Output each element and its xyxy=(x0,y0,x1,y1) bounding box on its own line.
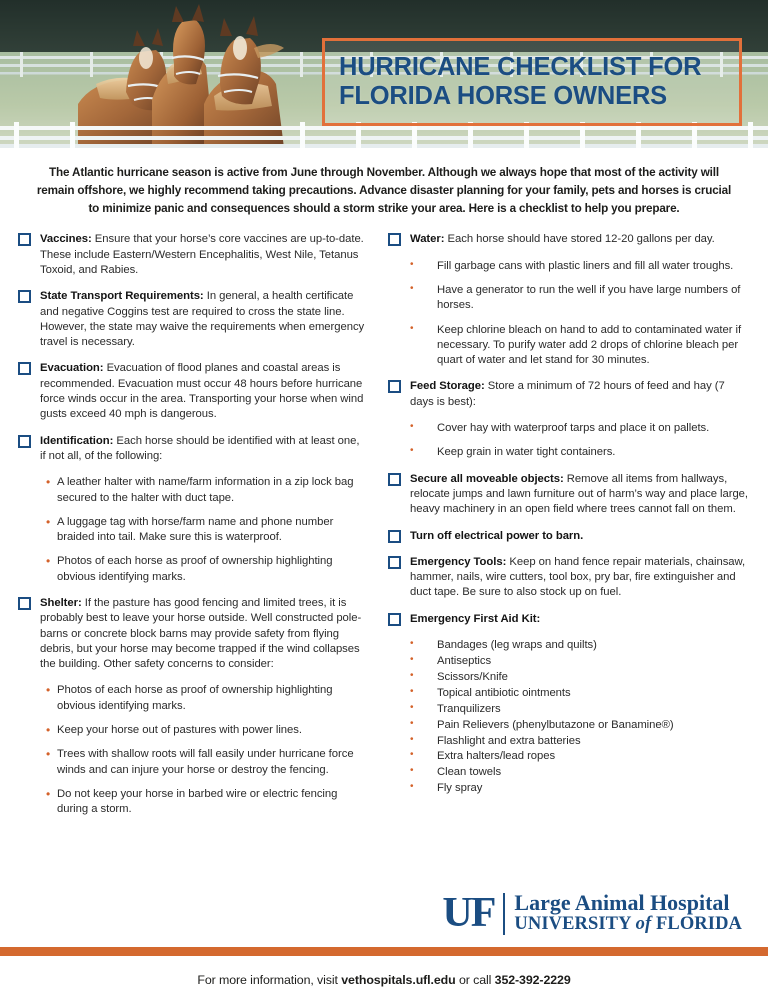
checklist-item-label: Identification: xyxy=(40,434,114,447)
list-item: • Fly spray xyxy=(410,781,748,797)
checkbox-icon[interactable] xyxy=(18,362,31,375)
list-item: • Fill garbage cans with plastic liners and fill all water troughs. xyxy=(410,259,748,274)
footer-phone[interactable]: 352-392-2229 xyxy=(494,973,571,987)
list-item: • Antiseptics xyxy=(410,654,748,670)
checkbox-icon[interactable] xyxy=(18,435,31,448)
list-item: • Keep chlorine bleach on hand to add to contaminated water if necessary. To purify water add 2 drops of chlorine bleach per quart of water and let stand for 30 minutes. xyxy=(410,323,748,369)
checkbox-icon[interactable] xyxy=(18,233,31,246)
logo-divider xyxy=(503,893,505,935)
list-item: • Topical antibiotic ointments xyxy=(410,686,748,702)
list-item: • Cover hay with waterproof tarps and place it on pallets. xyxy=(410,421,748,436)
checklist-item-label: Emergency First Aid Kit: xyxy=(410,612,541,625)
checkbox-icon[interactable] xyxy=(388,380,401,393)
checklist-item-label: Water: xyxy=(410,233,445,246)
list-item: • Bandages (leg wraps and quilts) xyxy=(410,638,748,654)
logo-florida: FLORIDA xyxy=(651,914,742,935)
checklist-item-text: Evacuation of flood planes and coastal areas is recommended. Evacuation must occur 48 hours before hurricane force winds occur in the area. Transporting your horse when wind gusts exceed 40 mph is dangerous. xyxy=(40,362,364,421)
checklist-item-text: In general, a health certificate and negative Coggins test are required to cross the state line. However, the state may waive the requirements when emergency travel is necessary. xyxy=(40,290,365,349)
intro-paragraph: The Atlantic hurricane season is active from June through November. Although we always hope that most of the activity will remain offshore, we highly recommend taking precautions. Advance disaster planning for your family, pets and horses is crucial to minimize panic and consequences should a storm strike your area. Here is a checklist to help you prepare. xyxy=(36,166,732,215)
footer-orange-rule xyxy=(0,947,768,956)
headline-line-1: HURRICANE CHECKLIST FOR xyxy=(339,52,702,81)
footer-prefix: For more information, visit xyxy=(197,973,342,987)
footer-website[interactable]: vethospitals.ufl.edu xyxy=(341,973,456,987)
headline-box xyxy=(322,38,742,126)
checklist-item-label: Evacuation: xyxy=(40,362,104,375)
checklist-item[interactable] xyxy=(388,232,748,247)
checklist-item[interactable] xyxy=(388,472,748,518)
logo-lockup-text xyxy=(514,892,742,935)
checklist-item-label: State Transport Requirements: xyxy=(40,290,204,303)
checklist-item-text: Keep on hand fence repair materials, chainsaw, hammer, nails, wire cutters, tool box, pry bar, fire extinguisher and duct tape. Be sure to also stock up on fuel. xyxy=(410,555,746,599)
checklist-sub-list xyxy=(388,638,748,797)
checklist-sub-list xyxy=(388,421,748,461)
checklist-item-text: Each horse should have stored 12-20 gallons per day. xyxy=(444,233,715,246)
logo-university: UNIVERSITY xyxy=(514,914,636,935)
list-item: • A luggage tag with horse/farm name and phone number braided into tail. Make sure this is waterproof. xyxy=(46,515,368,546)
checklist-item[interactable] xyxy=(388,529,748,544)
checklist-item-label: Secure all moveable objects: xyxy=(410,472,564,485)
footer-contact-text xyxy=(0,973,768,987)
list-item: • Pain Relievers (phenylbutazone or Banamine®) xyxy=(410,718,748,734)
checklist-item[interactable] xyxy=(18,289,368,350)
list-item: • Tranquilizers xyxy=(410,702,748,718)
list-item: • A leather halter with name/farm information in a zip lock bag secured to the halter with duct tape. xyxy=(46,475,368,506)
checklist-item-label: Vaccines: xyxy=(40,233,92,246)
checklist-sub-list xyxy=(388,259,748,369)
list-item: • Do not keep your horse in barbed wire or electric fencing during a storm. xyxy=(46,787,368,818)
checklist-item[interactable] xyxy=(18,434,368,465)
checklist-sub-list xyxy=(18,683,368,817)
checklist-item-text: Ensure that your horse’s core vaccines are up-to-date. These include Eastern/Western Encephalitis, West Nile, Tetanus Toxoid, and Rabies. xyxy=(40,233,364,276)
checkbox-icon[interactable] xyxy=(18,597,31,610)
checklist-item-label: Turn off electrical power to barn. xyxy=(410,529,584,542)
checklist-columns xyxy=(0,232,768,828)
list-item: • Clean towels xyxy=(410,765,748,781)
checklist-item-text: Each horse should be identified with at least one, if not all, of the following: xyxy=(40,434,360,462)
list-item: • Photos of each horse as proof of ownership highlighting obvious identifying marks. xyxy=(46,554,368,585)
checkbox-icon[interactable] xyxy=(388,556,401,569)
logo-line-2 xyxy=(514,915,742,935)
list-item: • Photos of each horse as proof of ownership highlighting obvious identifying marks. xyxy=(46,683,368,714)
checklist-item-label: Feed Storage: xyxy=(410,380,485,393)
checklist-item-text: Remove all items from hallways, relocate jumps and lawn furniture out of harm’s way and place large, heavy machinery in an open field where trees cannot fall on them. xyxy=(410,472,748,516)
logo-line-1: Large Animal Hospital xyxy=(514,890,730,916)
checklist-item[interactable] xyxy=(388,612,748,627)
checkbox-icon[interactable] xyxy=(388,530,401,543)
logo-of: of xyxy=(635,914,652,935)
checkbox-icon[interactable] xyxy=(388,473,401,486)
footer-middle: or call xyxy=(455,973,495,987)
hero-banner xyxy=(0,0,768,148)
checklist-item-text: Store a minimum of 72 hours of feed and hay (7 days is best): xyxy=(410,380,725,408)
checkbox-icon[interactable] xyxy=(388,613,401,626)
list-item: • Scissors/Knife xyxy=(410,670,748,686)
checklist-sub-list xyxy=(18,475,368,585)
checklist-item[interactable] xyxy=(388,379,748,410)
checklist-item-label: Shelter: xyxy=(40,596,82,609)
uf-wordmark: UF xyxy=(442,889,495,936)
list-item: • Keep grain in water tight containers. xyxy=(410,445,748,460)
list-item: • Have a generator to run the well if you have large numbers of horses. xyxy=(410,283,748,314)
checklist-column-right xyxy=(388,232,748,808)
checklist-item[interactable] xyxy=(388,555,748,601)
list-item: • Extra halters/lead ropes xyxy=(410,749,748,765)
uf-large-animal-hospital-logo xyxy=(442,889,742,936)
checkbox-icon[interactable] xyxy=(388,233,401,246)
checklist-item-label: Emergency Tools: xyxy=(410,555,507,568)
checklist-item-text: If the pasture has good fencing and limited trees, it is probably best to leave your horse outside. Well constructed pole-barns or concrete block barns may provide safety from flying debris, but your horse may become trapped if the wind collapses the building. Other safety concerns to consider: xyxy=(40,596,362,671)
list-item: • Keep your horse out of pastures with power lines. xyxy=(46,723,368,738)
checkbox-icon[interactable] xyxy=(18,290,31,303)
checklist-column-left xyxy=(18,232,368,828)
checklist-item[interactable] xyxy=(18,596,368,672)
checklist-item[interactable] xyxy=(18,361,368,422)
list-item: • Flashlight and extra batteries xyxy=(410,734,748,750)
list-item: • Trees with shallow roots will fall easily under hurricane force winds and can injure your horse or destroy the fencing. xyxy=(46,747,368,778)
headline-line-2: FLORIDA HORSE OWNERS xyxy=(339,82,667,110)
checklist-item[interactable] xyxy=(18,232,368,278)
